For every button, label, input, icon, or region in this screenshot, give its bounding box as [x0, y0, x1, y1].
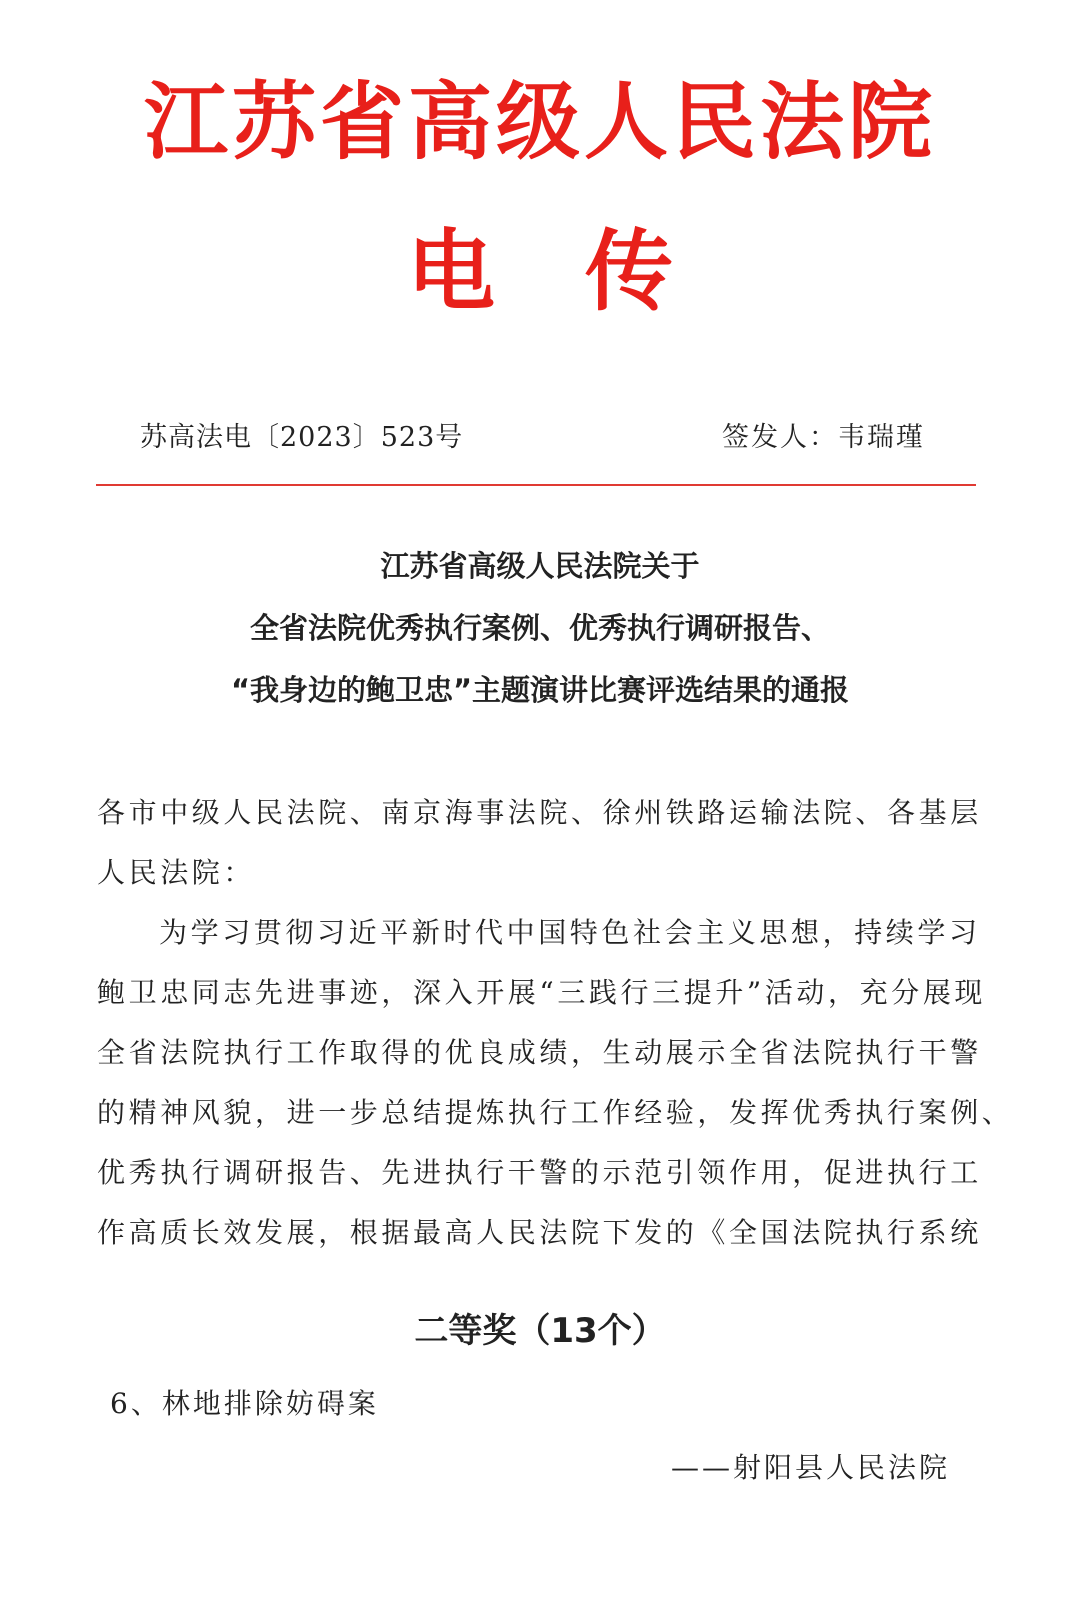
document-type-header: [0, 222, 1080, 322]
issuing-court-header: [0, 72, 1080, 172]
document-type-char-2: 传: [585, 220, 674, 323]
title-line: 江苏省高级人民法院关于: [380, 549, 700, 583]
award-heading: 二等奖（13个）: [414, 1311, 666, 1351]
body-line: 鲍卫忠同志先进事迹，深入开展“三践行三提升”活动，充分展现: [97, 976, 987, 1009]
title-line: “我身边的鲍卫忠”主题演讲比赛评选结果的通报: [230, 673, 850, 707]
signer: 签发人：韦瑞瑾: [722, 422, 925, 453]
title-line: 全省法院优秀执行案例、优秀执行调研报告、: [249, 611, 830, 645]
issuing-court-name: 江苏省高级人民法院: [143, 73, 936, 171]
body-line: 的精神风貌，进一步总结提炼执行工作经验，发挥优秀执行案例、: [97, 1096, 1014, 1129]
body-line: 作高质长效发展，根据最高人民法院下发的《全国法院执行系统: [97, 1216, 982, 1249]
salutation-line: 人民法院：: [97, 856, 256, 889]
salutation: [97, 783, 987, 903]
salutation-line: 各市中级人民法院、南京海事法院、徐州铁路运输法院、各基层: [97, 796, 982, 829]
header-divider: [96, 484, 976, 486]
body-line: 优秀执行调研报告、先进执行干警的示范引领作用，促进执行工: [97, 1156, 982, 1189]
document-type-char-1: 电: [406, 220, 495, 323]
document-title: [0, 535, 1080, 721]
body-paragraph: [97, 903, 1014, 1263]
body-line: 全省法院执行工作取得的优良成绩，生动展示全省法院执行干警: [97, 1036, 982, 1069]
document-number: 苏高法电〔2023〕523号: [140, 422, 464, 453]
case-court: ——射阳县人民法院: [670, 1451, 950, 1484]
case-item: 6、林地排除妨碍案: [110, 1387, 379, 1420]
body-line: 为学习贯彻习近平新时代中国特色社会主义思想，持续学习: [159, 916, 981, 949]
